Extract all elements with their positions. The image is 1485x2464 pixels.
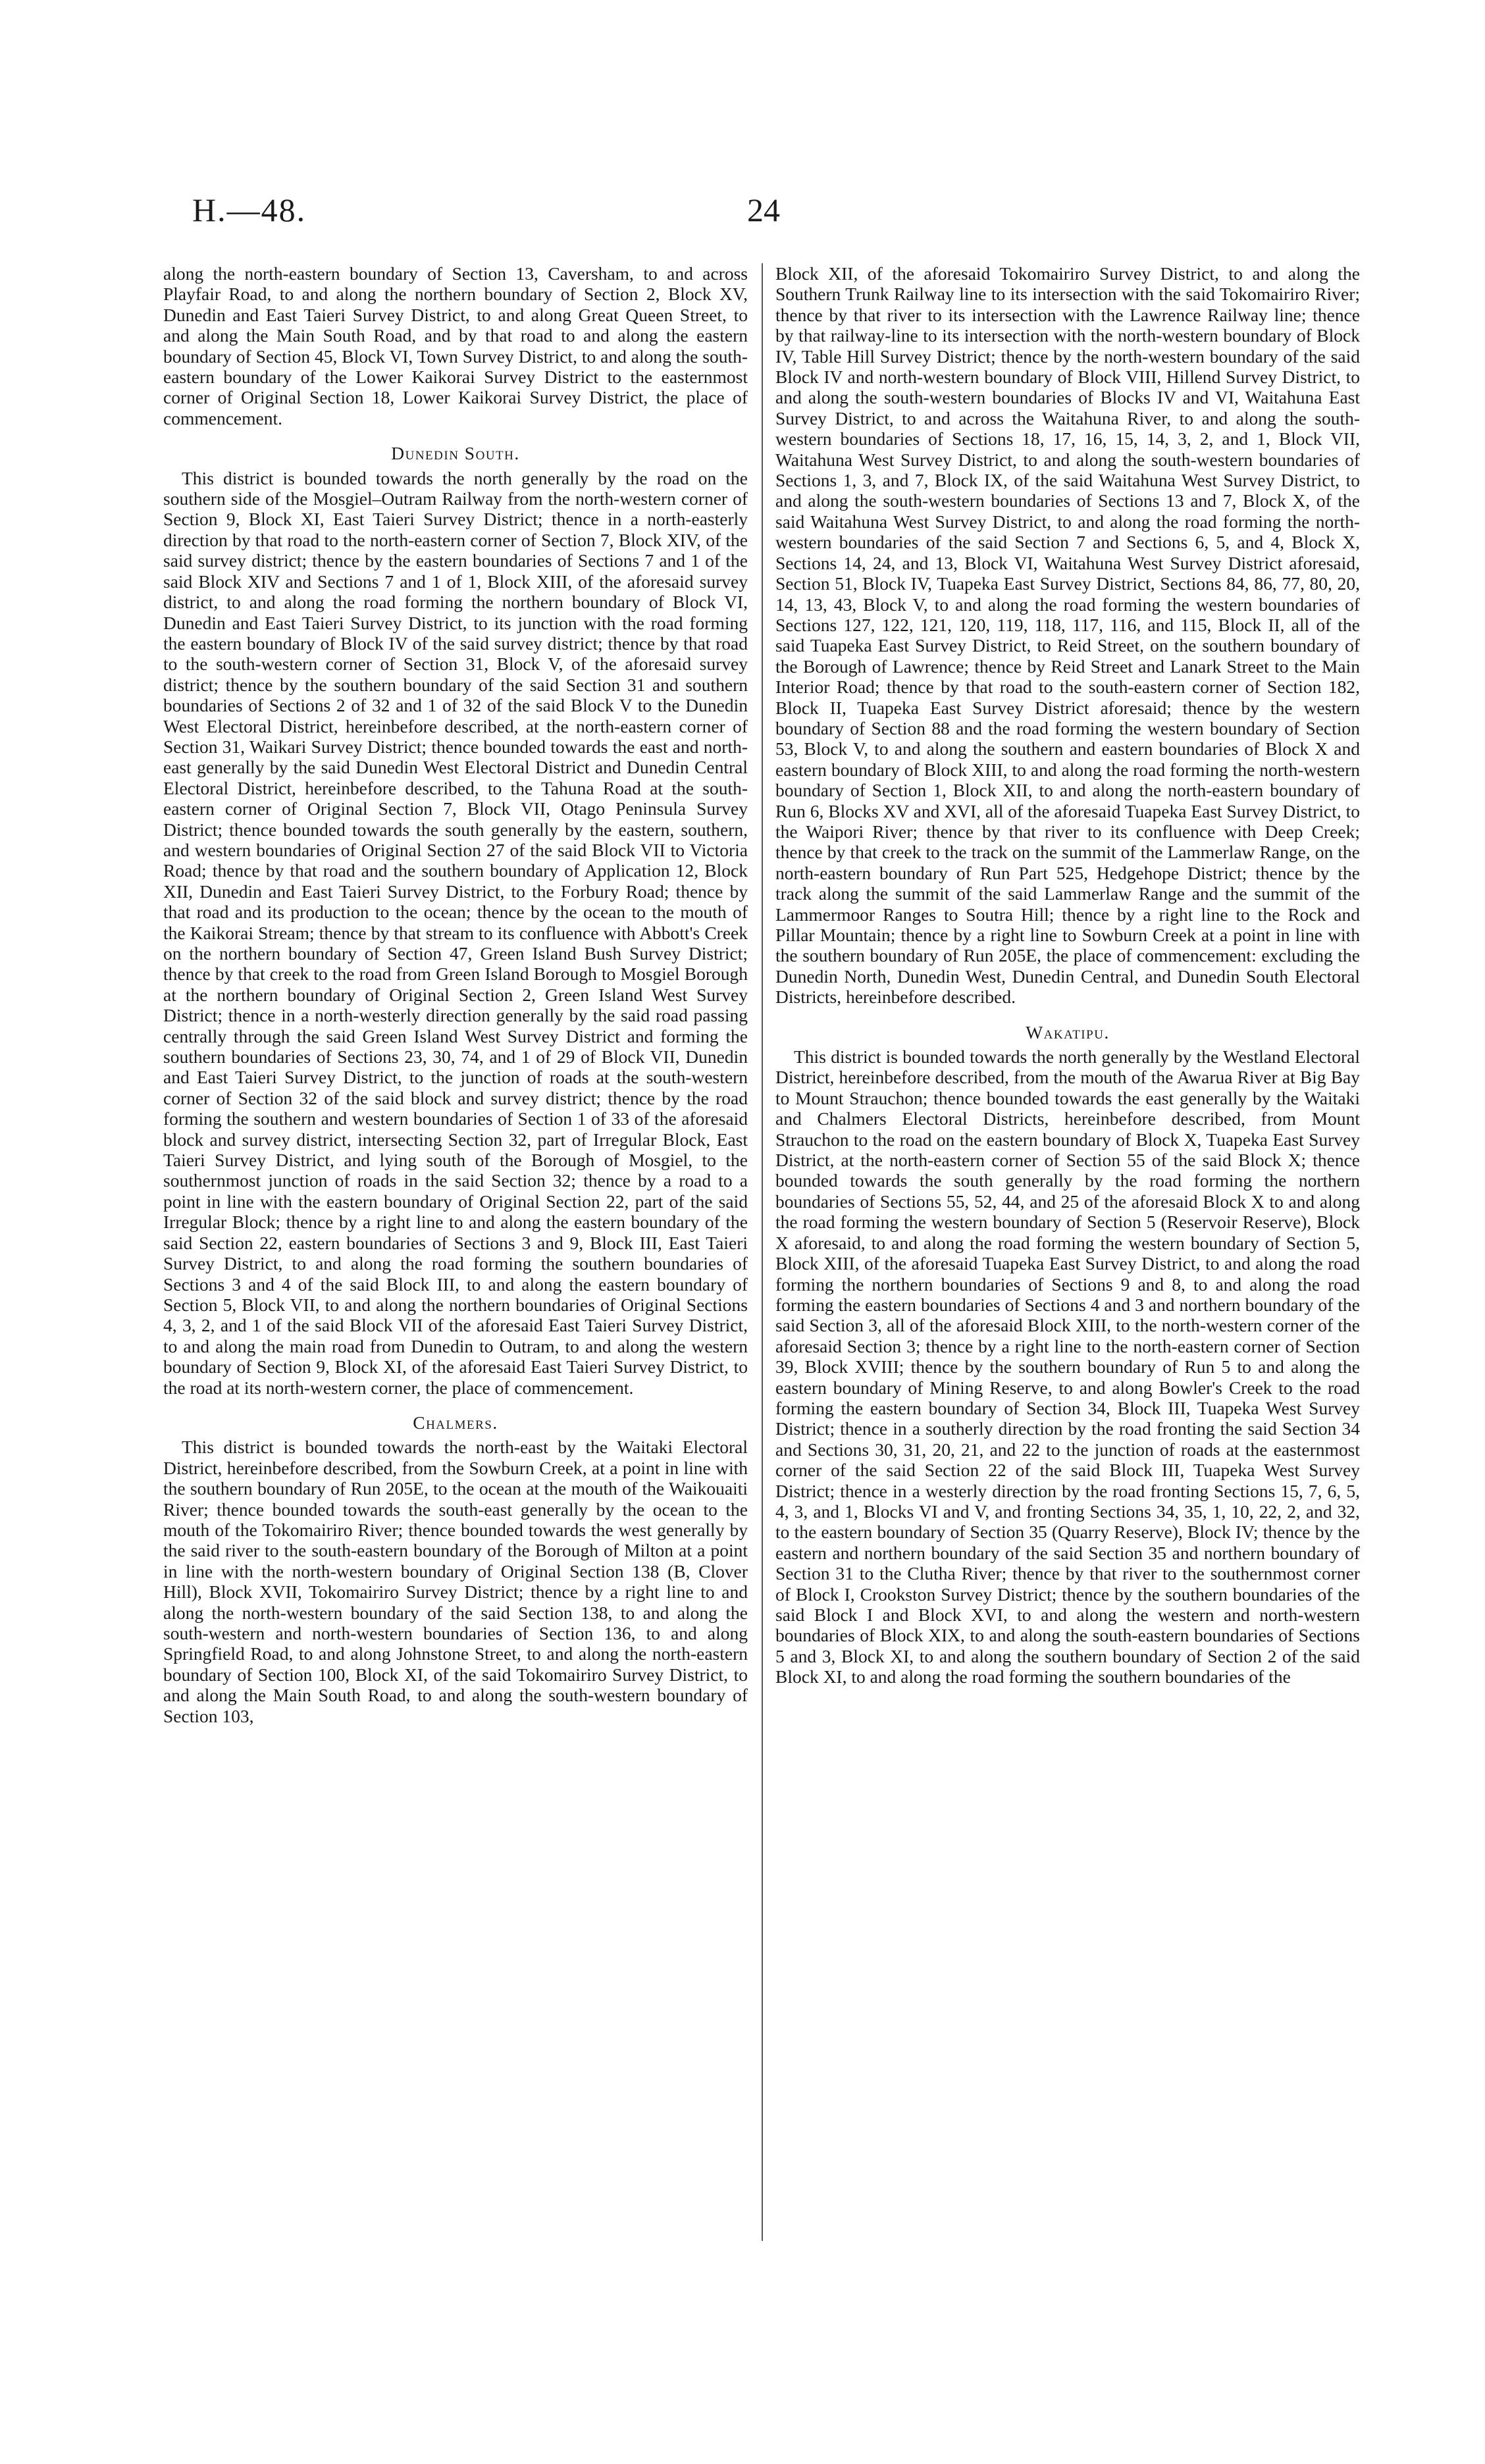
chalmers-continued-paragraph: Block XII, of the aforesaid Tokomairiro Survey District, to and along the Southern Trunk Railway line to its intersection with the said Tokomairiro River; thence by that river to its intersection with the Lawrence Railway line; thence by that railway-line to its intersection with the north-western boundary of Block IV, Table Hill Survey District; thence by the north-western boundary of the said Block IV and north-western boundary of Block VIII, Hillend Survey District, to and along the south-western boundaries of Blocks IV and VI, Waitahuna East Survey District, to and across the Waitahuna River, to and along the south-western boundaries of Sections 18, 17, 16, 15, 14, 3, 2, and 1, Block VII, Waitahuna West Survey District, to and along the south-western boundaries of Sections 1, 3, and 7, Block IX, of the said Waitahuna West Survey District, to and along the south-western boundaries of Sections 13 and 7, Block X, of the said Waitahuna West Survey District, to and along the road forming the north-western boundaries of the said Section 7 and Sections 6, 5, and 4, Block X, Sections 14, 24, and 13, Block VI, Waitahuna West Survey District aforesaid, Section 51, Block IV, Tuapeka East Survey District, Sections 84, 86, 77, 80, 20, 14, 13, 43, Block V, to and along the road forming the western boundaries of Sections 127, 122, 121, 120, 119, 118, 117, 116, and 115, Block II, all of the said Tuapeka East Survey District, to Reid Street, on the southern boundary of the Borough of Lawrence; thence by Reid Street and Lanark Street to the Main Interior Road; thence by that road to the south-eastern corner of Section 182, Block II, Tuapeka East Survey District aforesaid; thence by the western boundary of Section 88 and the road forming the western boundary of Section 53, Block V, to and along the southern and eastern boundaries of Block X and eastern boundary of Block XIII, to and along the road forming the north-western boundary of Section 1, Block XII, to and along the north-eastern boundary of Run 6, Blocks XV and XVI, all of the aforesaid Tuapeka East Survey District, to the Waipori River; thence by that river to its confluence with Deep Creek; thence by that creek to the track on the summit of the Lammerlaw Range, on the north-eastern boundary of Run Part 525, Hedgehope District; thence by the track along the summit of the said Lammerlaw Range and the summit of the Lammermoor Ranges to Soutra Hill; thence by a right line to the Rock and Pillar Mountain; thence by a right line to Sowburn Creek at a point in line with the southern boundary of Run 205E, the place of commencement: excluding the Dunedin North, Dunedin West, Dunedin Central, and Dunedin South Electoral Districts, hereinbefore described. [775,263,1360,1008]
left-column [163,263,748,1726]
page-number: 24 [747,192,780,228]
dunedin-south-paragraph: This district is bounded towards the north generally by the road on the southern side of the Mosgiel–Outram Railway from the north-western corner of Section 9, Block XI, East Taieri Survey District; thence in a north-easterly direction by that road to the north-eastern corner of Section 7, Block XIV, of the said survey district; thence by the eastern boundaries of Sections 7 and 1 of the said Block XIV and Sections 7 and 1 of 1, Block XIII, of the aforesaid survey district, to and along the road forming the northern boundary of Block VI, Dunedin and East Taieri Survey District, to its junction with the road forming the eastern boundary of Block IV of the said survey district; thence by that road to the south-western corner of Section 31, Block V, of the aforesaid survey district; thence by the southern boundary of the said Section 31 and southern boundaries of Sections 2 of 32 and 1 of 32 of the said Block V to the Dunedin West Electoral District, hereinbefore described, at the north-eastern corner of Section 31, Waikari Survey District; thence bounded towards the east and north-east generally by the said Dunedin West Electoral District and Dunedin Central Electoral District, hereinbefore described, to the Tahuna Road at the south-eastern corner of Original Section 7, Block VII, Otago Peninsula Survey District; thence bounded towards the south generally by the eastern, southern, and western boundaries of Original Section 27 of the said Block VII to Victoria Road; thence by that road and the southern boundary of Application 12, Block XII, Dunedin and East Taieri Survey District, to the Forbury Road; thence by that road and its production to the ocean; thence by the ocean to the mouth of the Kaikorai Stream; thence by that stream to its confluence with Abbott's Creek on the northern boundary of Section 47, Green Island Bush Survey District; thence by that creek to the road from Green Island Borough to Mosgiel Borough at the northern boundary of Original Section 2, Green Island West Survey District; thence in a north-westerly direction generally by the said road passing centrally through the said Green Island West Survey District and forming the southern boundaries of Sections 23, 30, 74, and 1 of 29 of Block VII, Dunedin and East Taieri Survey District, to the junction of roads at the south-western corner of Section 32 of the said block and survey district; thence by the road forming the southern and western boundaries of Section 1 of 33 of the aforesaid block and survey district, intersecting Section 32, part of Irregular Block, East Taieri Survey District, and lying south of the Borough of Mosgiel, to the southernmost junction of roads in the said Section 32; thence by a road to a point in line with the eastern boundary of Original Section 22, part of the said Irregular Block; thence by a right line to and along the eastern boundary of the said Section 22, eastern boundaries of Sections 3 and 9, Block III, East Taieri Survey District, to and along the road forming the southern boundaries of Sections 3 and 4 of the said Block III, to and along the eastern boundary of Section 5, Block VII, to and along the northern boundaries of Original Sections 4, 3, 2, and 1 of the said Block VII of the aforesaid East Taieri Survey District, to and along the main road from Dunedin to Outram, to and along the western boundary of Section 9, Block XI, of the aforesaid East Taieri Survey District, to the road at its north-western corner, the place of commencement. [163,467,748,1398]
column-divider [762,263,763,2241]
section-heading-chalmers: Chalmers. [413,1412,498,1433]
continuation-paragraph: along the north-eastern boundary of Section 13, Caversham, to and across Playfair Road, to and along the northern boundary of Section 2, Block XV, Dunedin and East Taieri Survey District, to and along Great Queen Street, to and along the Main South Road, and by that road to and along the eastern boundary of Section 45, Block VI, Town Survey District, to and along the south-eastern boundary of the Lower Kaikorai Survey District to the easternmost corner of Original Section 18, Lower Kaikorai Survey District, the place of commencement. [163,263,748,428]
right-column [775,263,1360,1687]
chalmers-paragraph: This district is bounded towards the north-east by the Waitaki Electoral District, hereinbefore described, from the Sowburn Creek, at a point in line with the southern boundary of Run 205E, to the ocean at the mouth of the Waikouaiti River; thence bounded towards the south-east generally by the ocean to the mouth of the Tokomairiro River; thence bounded towards the west generally by the said river to the south-eastern boundary of the Borough of Milton at a point in line with the north-western boundary of Original Section 138 (B, Clover Hill), Block XVII, Tokomairiro Survey District; thence by a right line to and along the north-western boundary of the said Section 138, to and along the south-western and north-western boundaries of Section 136, to and along Springfield Road, to and along Johnstone Street, to and along the north-eastern boundary of Section 100, Block XI, of the said Tokomairiro Survey District, to and along the Main South Road, to and along the south-western boundary of Section 103, [163,1437,748,1726]
page-header [0,191,1485,237]
section-heading-wakatipu: Wakatipu. [1026,1021,1110,1042]
document-reference: H.—48. [192,192,307,228]
section-heading-dunedin-south: Dunedin South. [391,443,520,464]
wakatipu-paragraph: This district is bounded towards the north generally by the Westland Electoral District, hereinbefore described, from the mouth of the Awarua River at Big Bay to Mount Strauchon; thence bounded towards the east generally by the Waitaki and Chalmers Electoral Districts, hereinbefore described, from Mount Strauchon to the road on the eastern boundary of Block X, Tuapeka East Survey District, at the north-eastern corner of Section 55 of the said Block X; thence bounded towards the south generally by the road forming the northern boundaries of Sections 55, 52, 44, and 25 of the aforesaid Block X to and along the road forming the western boundary of Section 5 (Reservoir Reserve), Block X aforesaid, to and along the road forming the western boundary of Section 5, Block XIII, of the aforesaid Tuapeka East Survey District, to and along the road forming the northern boundaries of Sections 9 and 8, to and along the road forming the eastern boundaries of Sections 4 and 3 and northern boundary of the said Section 3, all of the aforesaid Block XIII, to the north-western corner of the aforesaid Section 3; thence by a right line to the north-eastern corner of Section 39, Block XVIII; thence by the southern boundary of Run 5 to and along the eastern boundary of Mining Reserve, to and along Bowler's Creek to the road forming the eastern boundary of Section 34, Block III, Tuapeka West Survey District; thence in a southerly direction by the road fronting the said Section 34 and Sections 30, 31, 20, 21, and 22 to the junction of roads at the easternmost corner of the said Section 22 of the said Block III, Tuapeka West Survey District; thence in a westerly direction by the road fronting Sections 15, 7, 6, 5, 4, 3, and 1, Blocks VI and V, and fronting Sections 34, 35, 1, 10, 22, 2, and 32, to the eastern boundary of Section 35 (Quarry Reserve), Block IV; thence by the eastern and northern boundary of the said Section 35 and northern boundary of Section 31 to the Clutha River; thence by that river to the southernmost corner of Block I, Crookston Survey District; thence by the southern boundaries of the said Block I and Block XVI, to and along the western and north-western boundaries of Block XIX, to and along the south-eastern boundaries of Sections 5 and 3, Block XI, to and along the southern boundary of Section 2 of the said Block XI, to and along the road forming the southern boundaries of the [775,1046,1360,1687]
